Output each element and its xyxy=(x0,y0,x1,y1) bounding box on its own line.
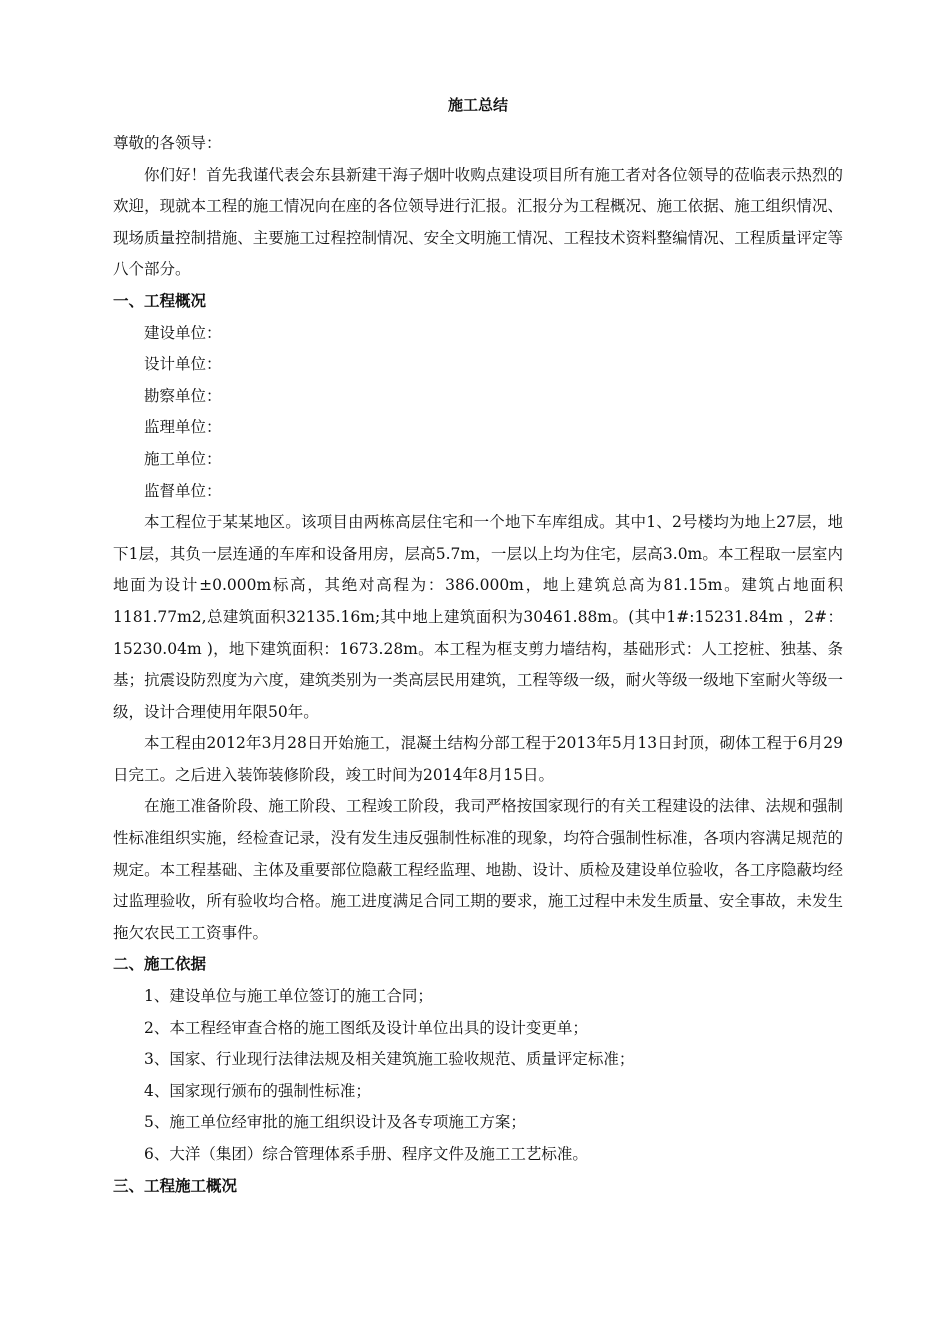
document-title: 施工总结 xyxy=(447,96,508,114)
section-heading-basis: 二、施工依据 xyxy=(113,955,207,974)
basis-item: 6、大洋（集团）综合管理体系手册、程序文件及施工工艺标准。 xyxy=(144,1145,588,1163)
salutation: 尊敬的各领导： xyxy=(113,134,222,152)
unit-line-contractor: 施工单位： xyxy=(144,449,222,468)
basis-item: 1、建设单位与施工单位签订的施工合同； xyxy=(144,987,433,1006)
basis-item: 3、国家、行业现行法律法规及相关建筑施工验收规范、质量评定标准； xyxy=(144,1050,635,1069)
unit-line-design: 设计单位： xyxy=(144,355,222,374)
basis-item: 2、本工程经审查合格的施工图纸及设计单位出具的设计变更单； xyxy=(144,1018,588,1037)
basis-item: 5、施工单位经审批的施工组织设计及各专项施工方案； xyxy=(144,1113,526,1132)
intro-paragraph: 你们好！首先我谨代表会东县新建干海子烟叶收购点建设项目所有施工者对各位领导的莅临表示热烈的欢迎，现就本工程的施工情况向在座的各位领导进行汇报。汇报分为工程概况、施工依据、施工组织情况、现场质量控制措施、主要施工过程控制情况、安全文明施工情况、工程技术资料整编情况、工程质量评定等八个部分。 xyxy=(113,165,843,279)
schedule-paragraph: 本工程由2012年3月28日开始施工，混凝土结构分部工程于2013年5月13日封顶，砌体工程于6月29日完工。之后进入装饰装修阶段，竣工时间为2014年8月15日。 xyxy=(113,734,843,784)
unit-line-supervision: 监理单位： xyxy=(144,418,222,437)
overview-paragraph: 本工程位于某某地区。该项目由两栋高层住宅和一个地下车库组成。其中1、2号楼均为地上27层，地下1层，其负一层连通的车库和设备用房，层高5.7m，一层以上均为住宅，层高3.0m。本工程取一层室内地面为设计±0.000m标高，其绝对高程为：386.000m，地上建筑总高为81.15m。建筑占地面积1181.77m2,总建筑面积32135.16m;其中地上建筑面积为30461.88m。(其中1#:15231.84m ，2#：15230.04m )，地下建筑面积：1673.28m。本工程为框支剪力墙结构，基础形式：人工挖桩、独基、条基；抗震设防烈度为六度，建筑类别为一类高层民用建筑，工程等级一级，耐火等级一级地下室耐火等级一级，设计合理使用年限50年。 xyxy=(113,513,843,721)
document-body xyxy=(113,92,843,1202)
unit-line-inspection: 监督单位： xyxy=(144,481,222,500)
unit-line-construction: 建设单位： xyxy=(144,323,222,342)
section-heading-construction: 三、工程施工概况 xyxy=(113,1176,238,1195)
section-heading-overview: 一、工程概况 xyxy=(113,291,207,310)
basis-item: 4、国家现行颁布的强制性标准； xyxy=(144,1081,371,1100)
unit-line-survey: 勘察单位： xyxy=(144,386,222,405)
compliance-paragraph: 在施工准备阶段、施工阶段、工程竣工阶段，我司严格按国家现行的有关工程建设的法律、法规和强制性标准组织实施，经检查记录，没有发生违反强制性标准的现象，均符合强制性标准，各项内容满足规范的规定。本工程基础、主体及重要部位隐蔽工程经监理、地勘、设计、质检及建设单位验收，各工序隐蔽均经过监理验收，所有验收均合格。施工进度满足合同工期的要求，施工过程中未发生质量、安全事故，未发生拖欠农民工工资事件。 xyxy=(113,797,843,942)
